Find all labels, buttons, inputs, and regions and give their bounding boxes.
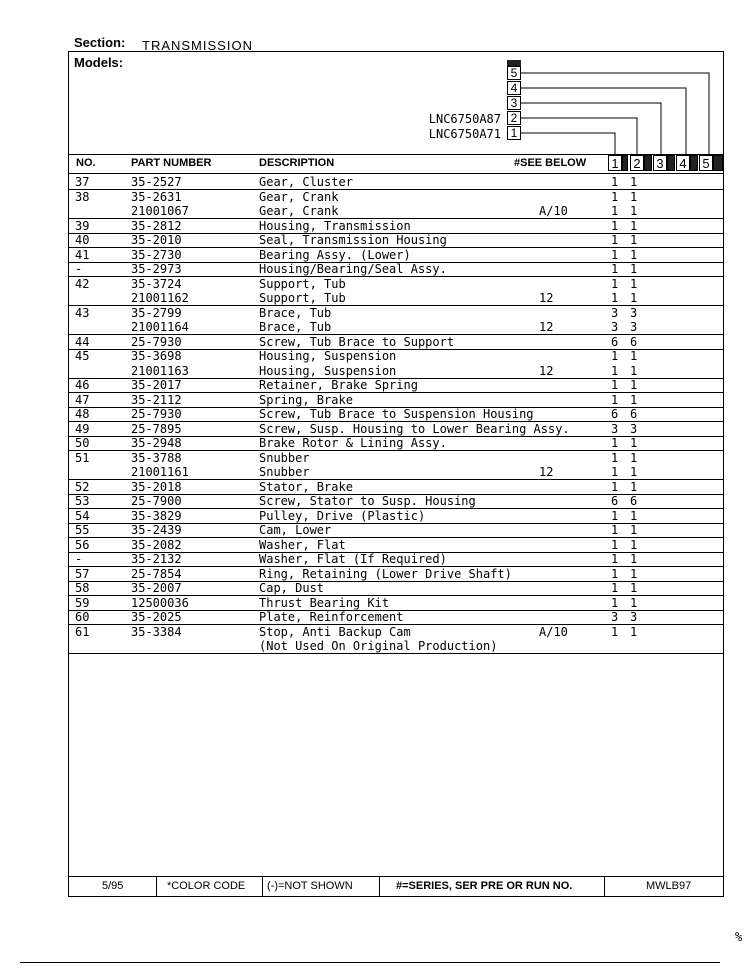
row-qty-model-2: 1 <box>630 436 638 450</box>
row-item-number: 39 <box>75 218 90 233</box>
row-item-number: 58 <box>75 581 90 595</box>
row-description: Cap, Dust <box>259 581 325 595</box>
model-number-2: 2 <box>507 111 521 125</box>
row-qty-model-2: 3 <box>630 320 638 334</box>
row-qty-model-1: 1 <box>611 465 619 479</box>
footer-divider <box>379 877 380 896</box>
row-qty-model-2: 1 <box>630 247 638 262</box>
row-description: Housing, Suspension <box>259 363 397 378</box>
row-description: Support, Tub <box>259 276 346 291</box>
row-part-number: 25-7854 <box>131 566 182 581</box>
row-qty-model-1: 1 <box>611 566 619 581</box>
model-name-a71: LNC6750A71 <box>428 127 501 141</box>
row-see-below: A/10 <box>539 204 568 218</box>
row-qty-model-1: 3 <box>611 305 619 320</box>
row-description: Cam, Lower <box>259 523 332 537</box>
row-description: Washer, Flat (If Required) <box>259 552 447 566</box>
row-see-below: 12 <box>539 320 554 334</box>
row-part-number: 35-2799 <box>131 305 182 320</box>
row-part-number: 35-2730 <box>131 247 182 262</box>
row-item-number: 48 <box>75 407 90 421</box>
row-qty-model-2: 1 <box>630 218 638 233</box>
row-part-number: 35-2017 <box>131 378 182 392</box>
header-no: NO. <box>76 157 96 169</box>
row-rule <box>69 653 724 654</box>
footer-not-shown: (-)=NOT SHOWN <box>267 880 353 892</box>
header-description: DESCRIPTION <box>259 157 335 169</box>
row-qty-model-1: 1 <box>611 218 619 233</box>
row-qty-model-1: 3 <box>611 421 619 436</box>
row-item-number: 60 <box>75 610 90 624</box>
row-qty-model-2: 1 <box>630 392 638 407</box>
models-label: Models: <box>74 55 124 70</box>
row-part-number: 35-2631 <box>131 189 182 204</box>
row-description: Housing/Bearing/Seal Assy. <box>259 262 447 276</box>
row-item-number: 50 <box>75 436 90 450</box>
row-description: Spring, Brake <box>259 392 353 407</box>
header-part-number: PART NUMBER <box>131 157 212 169</box>
row-item-number: 61 <box>75 624 90 639</box>
header-column-1: 1 <box>608 155 622 171</box>
row-see-below: A/10 <box>539 624 568 639</box>
row-qty-model-1: 1 <box>611 189 619 204</box>
column-divider <box>667 155 675 171</box>
row-qty-model-2: 6 <box>630 494 638 508</box>
row-qty-model-1: 1 <box>611 363 619 378</box>
row-qty-model-1: 1 <box>611 291 619 305</box>
row-qty-model-2: 1 <box>630 523 638 537</box>
row-part-number: 35-2082 <box>131 537 182 552</box>
row-item-number: 57 <box>75 566 90 581</box>
row-part-number: 21001067 <box>131 204 189 218</box>
footer-divider <box>156 877 157 896</box>
row-qty-model-2: 1 <box>630 349 638 363</box>
page-bottom-rule <box>20 962 720 963</box>
row-part-number: 35-2112 <box>131 392 182 407</box>
footer-divider <box>262 877 263 896</box>
row-qty-model-2: 3 <box>630 610 638 624</box>
row-description: Gear, Cluster <box>259 175 353 189</box>
row-description: Pulley, Drive (Plastic) <box>259 508 426 523</box>
row-item-number: - <box>75 552 83 566</box>
row-item-number: 56 <box>75 537 90 552</box>
row-see-below: 12 <box>539 363 554 378</box>
row-qty-model-2: 3 <box>630 305 638 320</box>
row-qty-model-1: 1 <box>611 508 619 523</box>
row-qty-model-1: 1 <box>611 450 619 465</box>
row-qty-model-2: 1 <box>630 175 638 189</box>
footer-divider <box>604 877 605 896</box>
row-qty-model-1: 3 <box>611 320 619 334</box>
row-qty-model-2: 1 <box>630 450 638 465</box>
row-qty-model-2: 1 <box>630 276 638 291</box>
row-item-number: 54 <box>75 508 90 523</box>
row-part-number: 35-2948 <box>131 436 182 450</box>
row-qty-model-1: 1 <box>611 479 619 494</box>
header-column-3: 3 <box>653 155 667 171</box>
row-qty-model-2: 1 <box>630 189 638 204</box>
row-qty-model-1: 1 <box>611 262 619 276</box>
row-part-number: 21001162 <box>131 291 189 305</box>
model-number-1: 1 <box>507 126 521 140</box>
header-column-5: 5 <box>699 155 713 171</box>
row-qty-model-2: 1 <box>630 566 638 581</box>
row-part-number: 12500036 <box>131 595 189 610</box>
row-qty-model-1: 3 <box>611 610 619 624</box>
row-qty-model-1: 1 <box>611 581 619 595</box>
row-qty-model-1: 1 <box>611 523 619 537</box>
row-part-number: 35-2527 <box>131 175 182 189</box>
row-see-below: 12 <box>539 465 554 479</box>
row-description: Gear, Crank <box>259 189 339 204</box>
row-qty-model-1: 1 <box>611 595 619 610</box>
model-number-4: 4 <box>507 81 521 95</box>
row-qty-model-2: 1 <box>630 508 638 523</box>
row-item-number: 42 <box>75 276 90 291</box>
row-qty-model-1: 6 <box>611 334 619 349</box>
row-item-number: 41 <box>75 247 90 262</box>
row-item-number: 43 <box>75 305 90 320</box>
row-qty-model-1: 6 <box>611 407 619 421</box>
row-item-number: 55 <box>75 523 90 537</box>
row-part-number: 35-2439 <box>131 523 182 537</box>
header-column-2: 2 <box>630 155 644 171</box>
row-part-number: 25-7930 <box>131 407 182 421</box>
row-description: Plate, Reinforcement <box>259 610 404 624</box>
row-part-number: 35-2018 <box>131 479 182 494</box>
row-item-number: 51 <box>75 450 90 465</box>
row-description: Screw, Tub Brace to Suspension Housing <box>259 407 534 421</box>
row-description: Stop, Anti Backup Cam <box>259 624 411 639</box>
row-description: Gear, Crank <box>259 204 339 218</box>
row-part-number: 21001164 <box>131 320 189 334</box>
row-item-number: 49 <box>75 421 90 436</box>
row-qty-model-1: 1 <box>611 537 619 552</box>
row-qty-model-2: 1 <box>630 233 638 247</box>
row-item-number: 45 <box>75 349 90 363</box>
section-label: Section: <box>74 35 126 50</box>
row-qty-model-2: 6 <box>630 407 638 421</box>
row-qty-model-1: 1 <box>611 233 619 247</box>
column-divider <box>622 155 628 171</box>
row-qty-model-2: 1 <box>630 595 638 610</box>
footer-date: 5/95 <box>102 880 124 892</box>
row-qty-model-2: 1 <box>630 581 638 595</box>
row-part-number: 21001163 <box>131 363 189 378</box>
row-item-number: 47 <box>75 392 90 407</box>
row-part-number: 35-3698 <box>131 349 182 363</box>
row-part-number: 25-7895 <box>131 421 182 436</box>
column-divider <box>713 155 723 171</box>
row-item-number: 37 <box>75 175 90 189</box>
row-part-number: 35-3829 <box>131 508 182 523</box>
footer-series-note: #=SERIES, SER PRE OR RUN NO. <box>396 880 573 892</box>
row-description: Stator, Brake <box>259 479 353 494</box>
row-part-number: 35-3384 <box>131 624 182 639</box>
row-description: Brake Rotor & Lining Assy. <box>259 436 447 450</box>
footer-doc-id: MWLB97 <box>646 880 692 892</box>
row-part-number: 35-2010 <box>131 233 182 247</box>
row-description: Snubber <box>259 450 310 465</box>
model-name-a87: LNC6750A87 <box>428 112 501 126</box>
row-description: (Not Used On Original Production) <box>259 639 498 653</box>
row-description: Screw, Susp. Housing to Lower Bearing Assy. <box>259 421 570 436</box>
row-part-number: 35-3724 <box>131 276 182 291</box>
row-item-number: 44 <box>75 334 90 349</box>
row-description: Snubber <box>259 465 310 479</box>
row-qty-model-1: 1 <box>611 624 619 639</box>
row-description: Brace, Tub <box>259 320 332 334</box>
header-see-below: #SEE BELOW <box>514 157 587 169</box>
row-qty-model-1: 1 <box>611 436 619 450</box>
row-qty-model-2: 1 <box>630 479 638 494</box>
row-description: Thrust Bearing Kit <box>259 595 390 610</box>
row-part-number: 35-2025 <box>131 610 182 624</box>
row-qty-model-1: 1 <box>611 247 619 262</box>
row-qty-model-2: 1 <box>630 204 638 218</box>
row-description: Screw, Tub Brace to Support <box>259 334 455 349</box>
row-qty-model-1: 1 <box>611 552 619 566</box>
row-qty-model-2: 1 <box>630 624 638 639</box>
model-number-3: 3 <box>507 96 521 110</box>
row-item-number: 52 <box>75 479 90 494</box>
row-part-number: 25-7930 <box>131 334 182 349</box>
row-part-number: 35-2973 <box>131 262 182 276</box>
row-description: Housing, Suspension <box>259 349 397 363</box>
row-item-number: 59 <box>75 595 90 610</box>
row-part-number: 35-2007 <box>131 581 182 595</box>
row-part-number: 21001161 <box>131 465 189 479</box>
row-description: Support, Tub <box>259 291 346 305</box>
header-column-4: 4 <box>676 155 690 171</box>
row-description: Ring, Retaining (Lower Drive Shaft) <box>259 566 512 581</box>
row-item-number: 46 <box>75 378 90 392</box>
row-qty-model-2: 1 <box>630 262 638 276</box>
row-description: Housing, Transmission <box>259 218 411 233</box>
row-description: Washer, Flat <box>259 537 346 552</box>
row-part-number: 35-3788 <box>131 450 182 465</box>
row-qty-model-1: 1 <box>611 276 619 291</box>
footer-color-code: *COLOR CODE <box>167 880 246 892</box>
row-qty-model-2: 1 <box>630 552 638 566</box>
row-qty-model-2: 1 <box>630 363 638 378</box>
row-item-number: 40 <box>75 233 90 247</box>
row-qty-model-1: 1 <box>611 349 619 363</box>
row-item-number: 38 <box>75 189 90 204</box>
row-qty-model-2: 1 <box>630 291 638 305</box>
row-qty-model-2: 3 <box>630 421 638 436</box>
row-description: Brace, Tub <box>259 305 332 320</box>
column-divider <box>690 155 698 171</box>
column-divider <box>644 155 652 171</box>
row-qty-model-1: 6 <box>611 494 619 508</box>
row-qty-model-1: 1 <box>611 204 619 218</box>
section-value: TRANSMISSION <box>142 38 253 53</box>
row-part-number: 25-7900 <box>131 494 182 508</box>
row-qty-model-1: 1 <box>611 378 619 392</box>
row-qty-model-1: 1 <box>611 392 619 407</box>
row-description: Retainer, Brake Spring <box>259 378 418 392</box>
row-part-number: 35-2812 <box>131 218 182 233</box>
row-description: Seal, Transmission Housing <box>259 233 447 247</box>
row-qty-model-2: 1 <box>630 537 638 552</box>
row-qty-model-2: 1 <box>630 378 638 392</box>
row-qty-model-1: 1 <box>611 175 619 189</box>
row-item-number: - <box>75 262 83 276</box>
row-qty-model-2: 6 <box>630 334 638 349</box>
row-qty-model-2: 1 <box>630 465 638 479</box>
row-part-number: 35-2132 <box>131 552 182 566</box>
row-description: Bearing Assy. (Lower) <box>259 247 411 262</box>
model-number-5: 5 <box>507 66 521 80</box>
margin-mark: % <box>735 930 743 944</box>
row-see-below: 12 <box>539 291 554 305</box>
row-description: Screw, Stator to Susp. Housing <box>259 494 476 508</box>
row-item-number: 53 <box>75 494 90 508</box>
